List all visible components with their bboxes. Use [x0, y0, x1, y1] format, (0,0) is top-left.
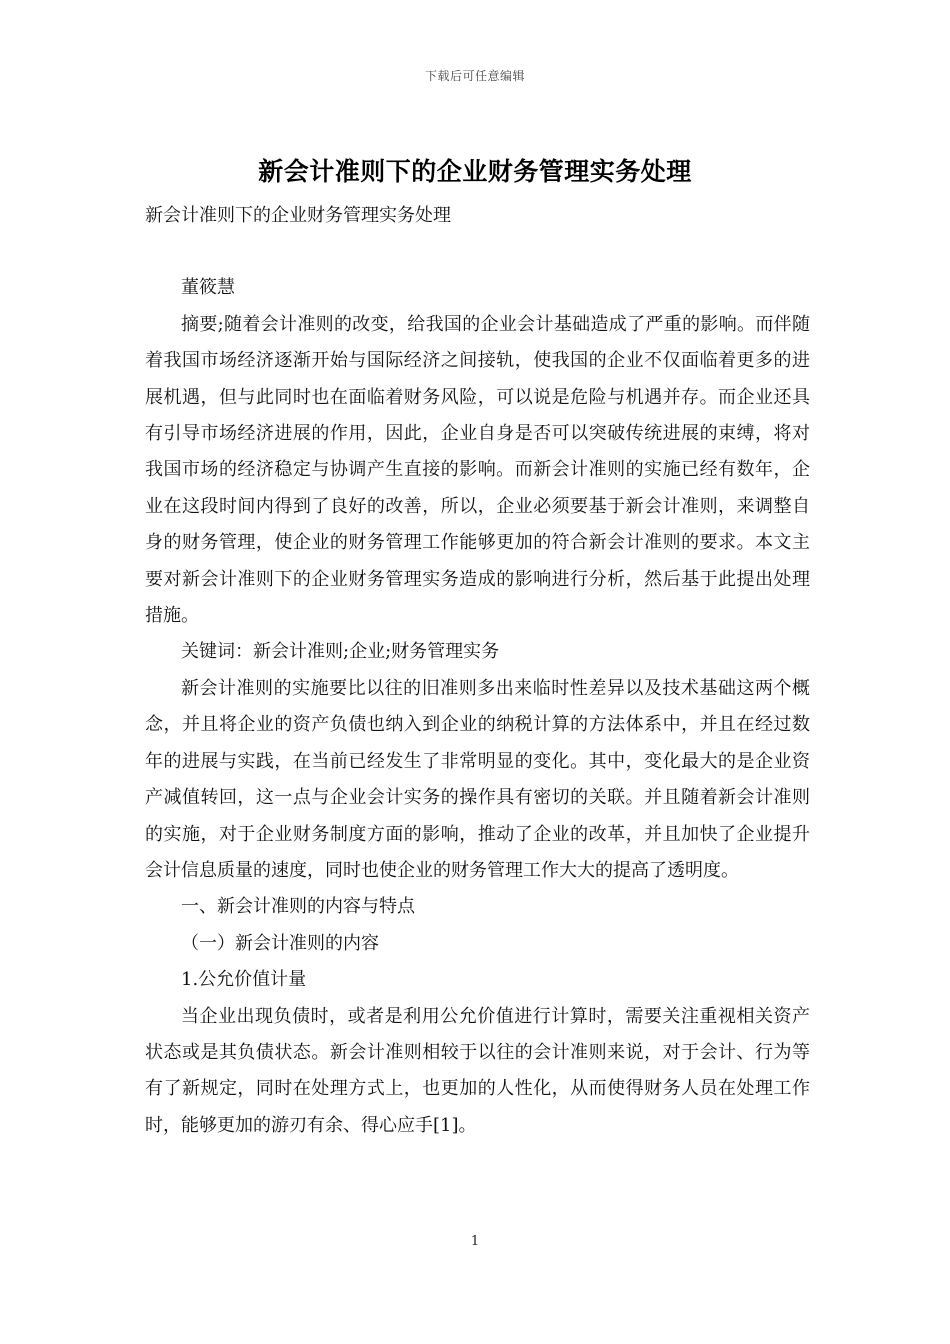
intro-paragraph: 新会计准则的实施要比以往的旧准则多出来临时性差异以及技术基础这两个概念，并且将企业的资产负债也纳入到企业的纳税计算的方法体系中，并且在经过数年的进展与实践，在当前已经发生了非常明显的变化。其中，变化最大的是企业资产减值转回，这一点与企业会计实务的操作具有密切的关联。并且随着新会计准则的实施，对于企业财务制度方面的影响，推动了企业的改革，并且加快了企业提升会计信息质量的速度，同时也使企业的财务管理工作大大的提高了透明度。 [145, 677, 810, 881]
item-heading-1: 1.公允价值计量 [181, 969, 307, 991]
header-note: 下载后可任意编辑 [424, 69, 525, 83]
section-heading-1: 一、新会计准则的内容与特点 [181, 896, 415, 918]
document-subtitle: 新会计准则下的企业财务管理实务处理 [145, 205, 451, 226]
document-title: 新会计准则下的企业财务管理实务处理 [258, 157, 692, 186]
item-1-paragraph: 当企业出现负债时，或者是利用公允价值进行计算时，需要关注重视相关资产状态或是其负债状态。新会计准则相较于以往的会计准则来说，对于会计、行为等有了新规定，同时在处理方式上，也更加的人性化，从而使得财务人员在处理工作时，能够更加的游刃有余、得心应手[1]。 [145, 1005, 810, 1136]
keywords-line: 关键词：新会计准则;企业;财务管理实务 [181, 641, 500, 663]
subsection-heading-1-1: （一）新会计准则的内容 [181, 932, 379, 954]
document-body [145, 198, 810, 1144]
blank-line [145, 234, 810, 270]
abstract-paragraph: 摘要;随着会计准则的改变，给我国的企业会计基础造成了严重的影响。而伴随着我国市场经济逐渐开始与国际经济之间接轨，使我国的企业不仅面临着更多的进展机遇，但与此同时也在面临着财务风险，可以说是危险与机遇并存。而企业还具有引导市场经济进展的作用，因此，企业自身是否可以突破传统进展的束缚，将对我国市场的经济稳定与协调产生直接的影响。而新会计准则的实施已经有数年，企业在这段时间内得到了良好的改善，所以，企业必须要基于新会计准则，来调整自身的财务管理，使企业的财务管理工作能够更加的符合新会计准则的要求。本文主要对新会计准则下的企业财务管理实务造成的影响进行分析，然后基于此提出处理措施。 [145, 313, 810, 627]
author-name: 董筱慧 [181, 277, 235, 299]
page-number: 1 [470, 1234, 480, 1249]
